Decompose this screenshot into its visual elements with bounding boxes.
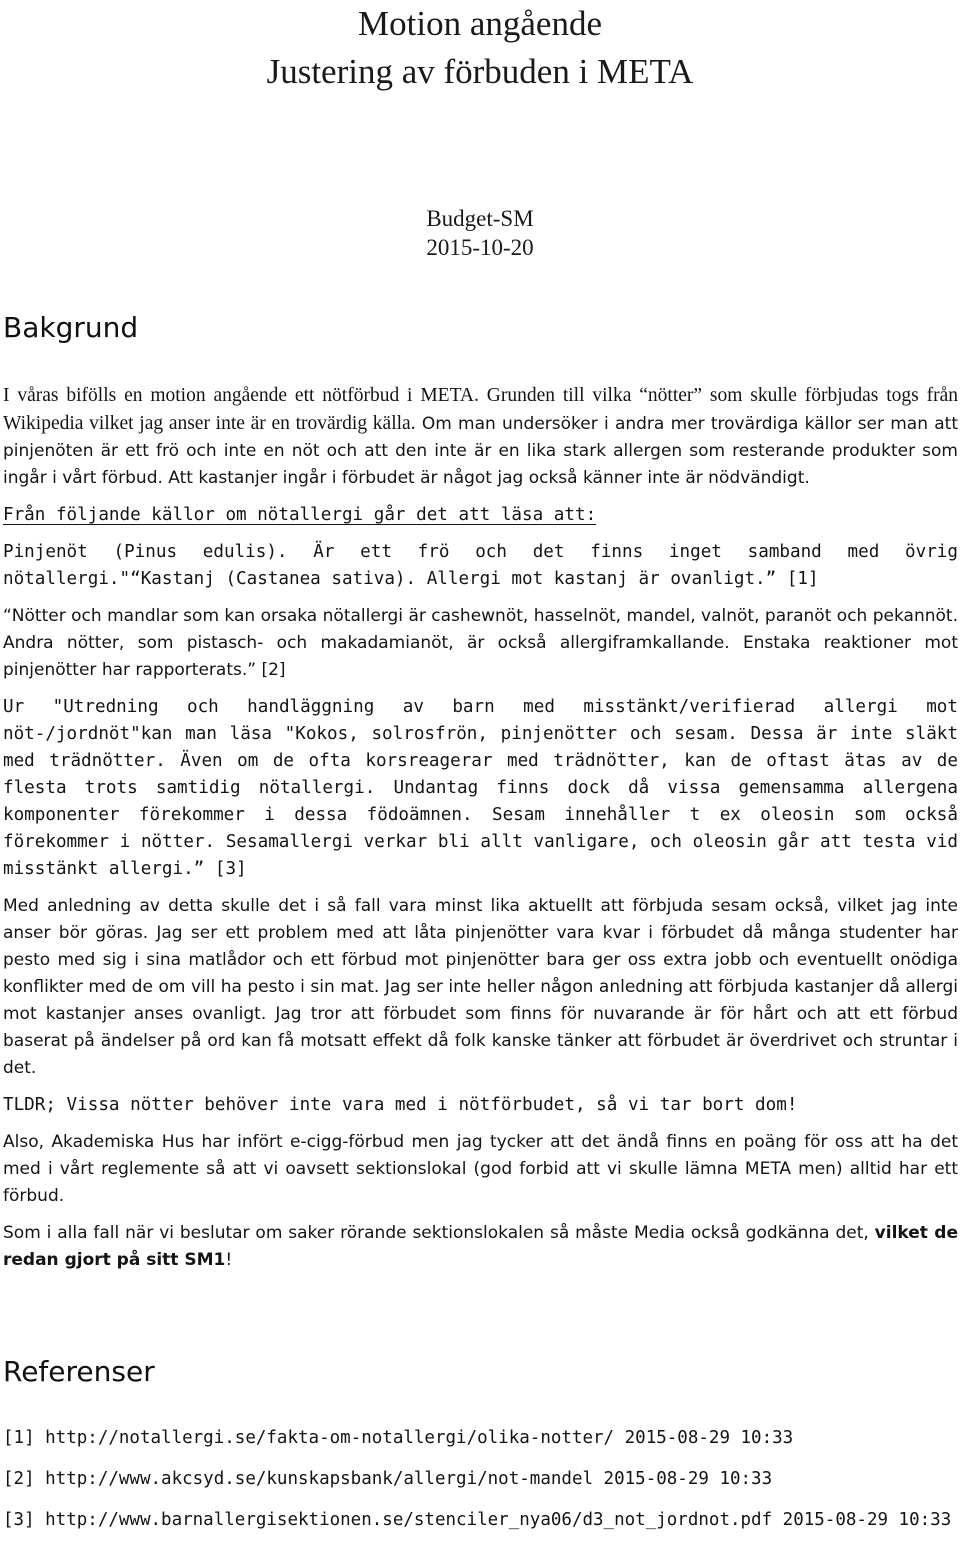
sources-intro: Från följande källor om nötallergi går det att läsa att: [3, 505, 597, 525]
meta-date: 2015-10-20 [426, 235, 534, 260]
paragraph-1-a: I våras bifölls en motion angående ett nötförbud i META. Grunden till vilka “nötter” som skulle förbjudas togs från Wikipedia vilket jag anser inte är en trovärdig källa. [3, 385, 958, 434]
references-list [3, 1425, 958, 1548]
paragraph-1 [3, 382, 958, 492]
paragraph-5: Ur "Utredning och handläggning av barn med misstänkt/verifierad allergi mot nöt-/jordnöt"kan man läsa "Kokos, solrosfrön, pinjenötter och sesam. Dessa är inte släkt med trädnötter. Även om de ofta korsreagerar med trädnötter, kan de oftast ätas av de flesta trots samtidig nötallergi. Undantag finns dock då vissa gemensamma allergena komponenter förekommer i dessa födoämnen. Sesam innehåller t ex oleosin som också förekommer i nötter. Sesamallergi verkar bli allt vanligare, och oleosin går att testa vid misstänkt allergi.” [3] [3, 697, 958, 879]
paragraph-9-end: ! [225, 1250, 233, 1270]
paragraph-7: TLDR; Vissa nötter behöver inte vara med i nötförbudet, så vi tar bort dom! [3, 1095, 798, 1115]
reference-item-2: [2] http://www.akcsyd.se/kunskapsbank/allergi/not-mandel 2015-08-29 10:33 [3, 1469, 773, 1489]
reference-item-3: [3] http://www.barnallergisektionen.se/stenciler_nya06/d3_not_jordnot.pdf 2015-08-29 10:33 [3, 1510, 952, 1530]
paragraph-2 [3, 502, 958, 529]
paragraph-6: Med anledning av detta skulle det i så fall vara minst lika aktuellt att förbjuda sesam också, vilket jag inte anser bör göras. Jag ser ett problem med att låta pinjenötter vara kvar i förbudet då många studenter har pesto med sig i sina matlådor och ett förbud mot pinjenötter bara ger oss extra jobb och eventuellt onödiga konflikter med de om vill ha pesto i sin mat. Jag ser inte heller någon anledning att förbjuda kastanjer då allergi mot kastanjer anses ovanligt. Jag tror att förbudet som finns för nuvarande är för hårt och att ett förbud baserat på ändelser på ord kan få motsatt effekt då folk kanske tänker att förbudet är överdrivet och struntar i det. [3, 896, 958, 1078]
paragraph-8: Also, Akademiska Hus har infört e-cigg-förbud men jag tycker att det ändå finns en poäng för oss att ha det med i vårt reglemente så att vi oavsett sektionslokal (god forbid att vi skulle lämna META men) alltid har ett förbud. [3, 1132, 958, 1206]
paragraph-9 [3, 1220, 958, 1274]
meta-event: Budget-SM [426, 206, 534, 231]
document-title [0, 0, 960, 96]
title-line-1: Motion angående [358, 4, 602, 43]
background-section [3, 382, 958, 1274]
reference-item-1: [1] http://notallergi.se/fakta-om-notallergi/olika-notter/ 2015-08-29 10:33 [3, 1428, 794, 1448]
paragraph-9-bold: vilket de redan gjort på sitt SM1 [3, 1223, 959, 1270]
paragraph-1-b: Om man undersöker i andra mer trovärdiga källor ser man att pinjenöten är ett frö och inte en nöt och att den inte är en lika stark allergen som resterande produkter som ingår i vårt förbud. Att kastanjer ingår i förbudet är något jag också känner inte är nödvändigt. [3, 414, 958, 488]
references-heading: Referenser [3, 1355, 155, 1388]
document-meta [0, 204, 960, 262]
title-line-2: Justering av förbuden i META [266, 52, 694, 91]
paragraph-9-start: Som i alla fall när vi beslutar om saker rörande sektionslokalen så måste Media också godkänna det, [3, 1223, 875, 1243]
paragraph-3: Pinjenöt (Pinus edulis). Är ett frö och det finns inget samband med övrig nötallergi."“Kastanj (Castanea sativa). Allergi mot kastanj är ovanligt.” [1] [3, 542, 958, 589]
paragraph-4: “Nötter och mandlar som kan orsaka nötallergi är cashewnöt, hasselnöt, mandel, valnöt, paranöt och pekannöt. Andra nötter, som pistasch- och makadamianöt, är också allergiframkallande. Enstaka reaktioner mot pinjenötter har rapporterats.” [2] [3, 606, 958, 680]
background-heading: Bakgrund [3, 311, 139, 344]
